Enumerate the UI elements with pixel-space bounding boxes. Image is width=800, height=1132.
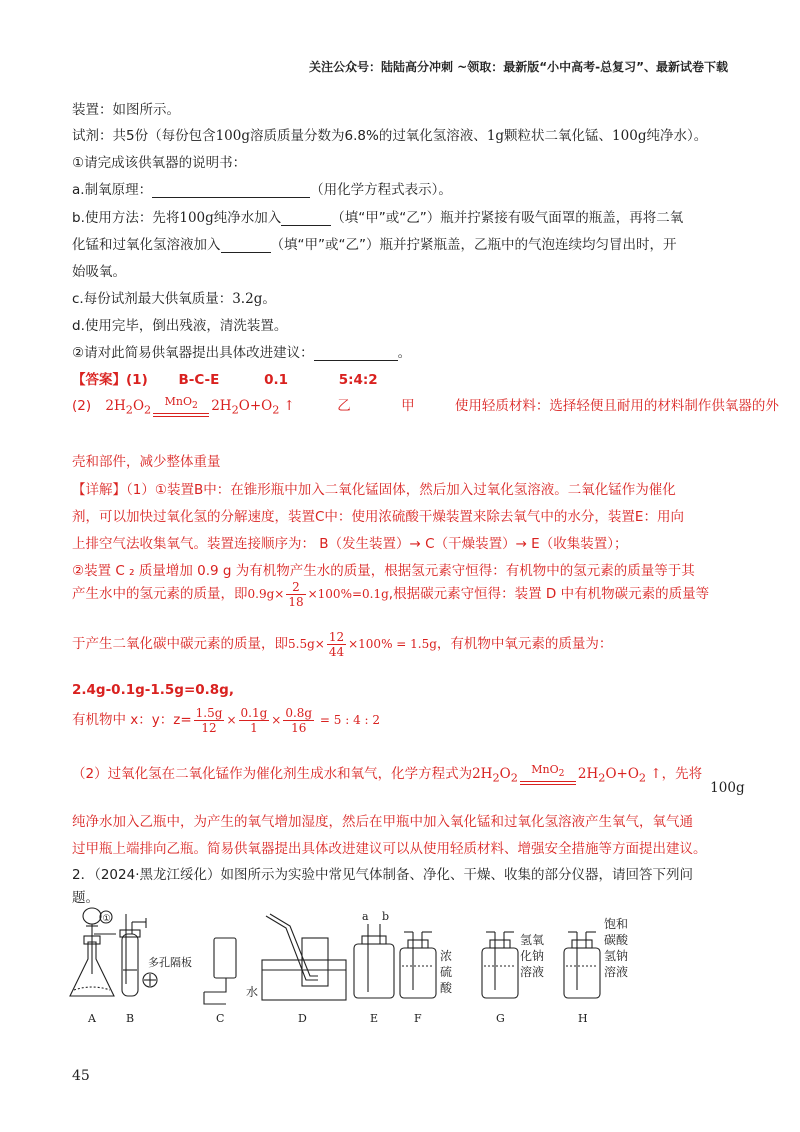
svg-text:化钠: 化钠: [520, 949, 545, 963]
item-b-line3: 始吸氧。: [72, 264, 126, 280]
formula-ratio: $\frac{1.5g}{12}$ × $\frac{0.1g}{1}$ × $\frac{0.8g}{16}$ = 5 : 4 : 2: [195, 706, 381, 735]
page-header: 关注公众号：陆陆高分冲刺 ~领取：最新版“小中高考-总复习”、最新试卷下载: [309, 60, 728, 74]
svg-text:溶液: 溶液: [604, 965, 629, 979]
formula-c: 5.5g× $\frac{12}{44}$ ×100% = 1.5g: [288, 630, 437, 659]
detail-l7: 2.4g-0.1g-1.5g=0.8g,: [72, 682, 234, 698]
answer-line1: 【答案】(1) B-C-E 0.1 5:4:2: [72, 372, 378, 388]
apparatus-h: [564, 932, 600, 998]
detail-l1: 【详解】（1）①装置B中：在锥形瓶中加入二氧化锰固体，然后加入过氧化氢溶液。二氧化锰作为催化: [72, 482, 676, 498]
answer-line2: (2) $2H_2O_2$ MnO$_2$ $2H_2O+O_2$ ↑ 乙 甲 使用轻质材料：选择轻便且耐用的材料制作供氧器的外: [72, 395, 779, 417]
svg-text:氢氧: 氢氧: [520, 933, 545, 947]
blank-equation[interactable]: [152, 181, 310, 198]
svg-text:碳酸: 碳酸: [604, 933, 629, 947]
label-a: A: [88, 1012, 96, 1025]
detail-l9: （2）过氧化氢在二氧化锰作为催化剂生成水和氧气，化学方程式为$2H_2O_2$ MnO$_2$ $2H_2O+O_2$ ↑，先将100g: [72, 763, 745, 796]
blank-bottle-reagent[interactable]: [221, 236, 271, 253]
svg-text:氢钠: 氢钠: [604, 949, 629, 963]
blank-suggestion[interactable]: [314, 344, 398, 361]
detail-l5: 产生水中的氢元素的质量，即0.9g× $\frac{2}{18}$ ×100%=0.1g,根据碳元素守恒得：装置 D 中有机物碳元素的质量等: [72, 580, 710, 609]
equation: $2H_2O_2$ MnO$_2$ $2H_2O+O_2$ ↑: [105, 395, 295, 417]
svg-text:硫: 硫: [440, 965, 453, 979]
apparatus-d: [246, 914, 346, 1000]
label-c: C: [216, 1012, 225, 1025]
detail-l11: 过甲瓶上端排向乙瓶。简易供氧器提出具体改进建议可以从使用轻质材料、增强安全措施等方面提出建议。: [72, 841, 707, 857]
apparatus-g: [482, 932, 518, 998]
detail-l4: ②装置 C ₂ 质量增加 0.9 g 为有机物产生水的质量，根据氢元素守恒得：有机物中的氢元素的质量等于其: [72, 563, 695, 579]
water-label: 水: [246, 985, 259, 999]
svg-text:a: a: [362, 910, 369, 923]
label-g: G: [496, 1012, 505, 1025]
item-c: c.每份试剂最大供氧质量：3.2g。: [72, 291, 276, 307]
item-d: d.使用完毕，倒出残液，清洗装置。: [72, 318, 288, 334]
label-d: D: [298, 1012, 307, 1025]
item-b-line1: b.使用方法：先将100g纯净水加入 （填“甲”或“乙”）瓶并拧紧接有吸气面罩的瓶盖，再将二氧: [72, 210, 684, 226]
detail-l2: 剂，可以加快过氧化氢的分解速度，装置C中：使用浓硫酸干燥装置来除去氧气中的水分，装置E：用向: [72, 509, 684, 525]
q2-l2: 题。: [72, 890, 99, 906]
formula-h: 0.9g× $\frac{2}{18}$ ×100%=0.1g: [247, 580, 389, 609]
label-b: B: [126, 1012, 135, 1025]
detail-l6: 于产生二氧化碳中碳元素的质量，即5.5g× $\frac{12}{44}$ ×100% = 1.5g，有机物中氧元素的质量为：: [72, 630, 613, 659]
reagent-line: 试剂：共5份（每份包含100g溶质质量分数为6.8%的过氧化氢溶液、1g颗粒状二氧化锰、100g纯净水）。: [72, 128, 708, 144]
detail-l3: 上排空气法收集氧气。装置连接顺序为： B（发生装置）→ C（干燥装置）→ E（收集装置）；: [72, 536, 628, 552]
q2-l1: 2．（2024·黑龙江绥化）如图所示为实验中常见气体制备、净化、干燥、收集的部分仪器，请回答下列问: [72, 867, 693, 883]
detail-l10: 纯净水加入乙瓶中，为产生的氧气增加湿度，然后在甲瓶中加入氧化锰和过氧化氢溶液产生氧气，氧气通: [72, 814, 693, 830]
circle-one-label: ①: [102, 914, 111, 924]
task2: ②请对此简易供氧器提出具体改进建议： 。: [72, 345, 412, 361]
apparatus-e: [354, 910, 394, 998]
label-h: H: [578, 1012, 588, 1025]
equation-2: $2H_2O_2$ MnO$_2$ $2H_2O+O_2$ ↑: [472, 763, 662, 785]
detail-l8: 有机物中 x：y：z= $\frac{1.5g}{12}$ × $\frac{0.1g}{1}$ × $\frac{0.8g}{16}$ = 5 : 4 : 2: [72, 706, 381, 735]
apparatus-f: [400, 932, 436, 998]
apparatus-a: [70, 908, 116, 996]
apparatus-b: [120, 914, 192, 996]
apparatus-c: [204, 938, 236, 1004]
answer-line3: 壳和部件，减少整体重量: [72, 454, 221, 470]
svg-text:酸: 酸: [440, 981, 453, 995]
apparatus-figure: [66, 904, 666, 1029]
label-e: E: [370, 1012, 379, 1025]
item-b-line2: 化锰和过氧化氢溶液加入 （填“甲”或“乙”）瓶并拧紧瓶盖，乙瓶中的气泡连续均匀冒出时，开: [72, 237, 677, 253]
svg-text:饱和: 饱和: [604, 917, 629, 931]
device-line: 装置：如图所示。: [72, 102, 180, 118]
blank-bottle-water[interactable]: [281, 209, 331, 226]
task1: ①请完成该供氧器的说明书：: [72, 155, 247, 171]
porous-plate-label: 多孔隔板: [148, 956, 192, 969]
item-a: a.制氧原理： （用化学方程式表示）。: [72, 182, 452, 198]
page-number: 45: [72, 1068, 90, 1084]
label-f: F: [414, 1012, 422, 1025]
svg-text:溶液: 溶液: [520, 965, 545, 979]
svg-text:b: b: [382, 910, 390, 923]
svg-text:浓: 浓: [440, 949, 453, 963]
